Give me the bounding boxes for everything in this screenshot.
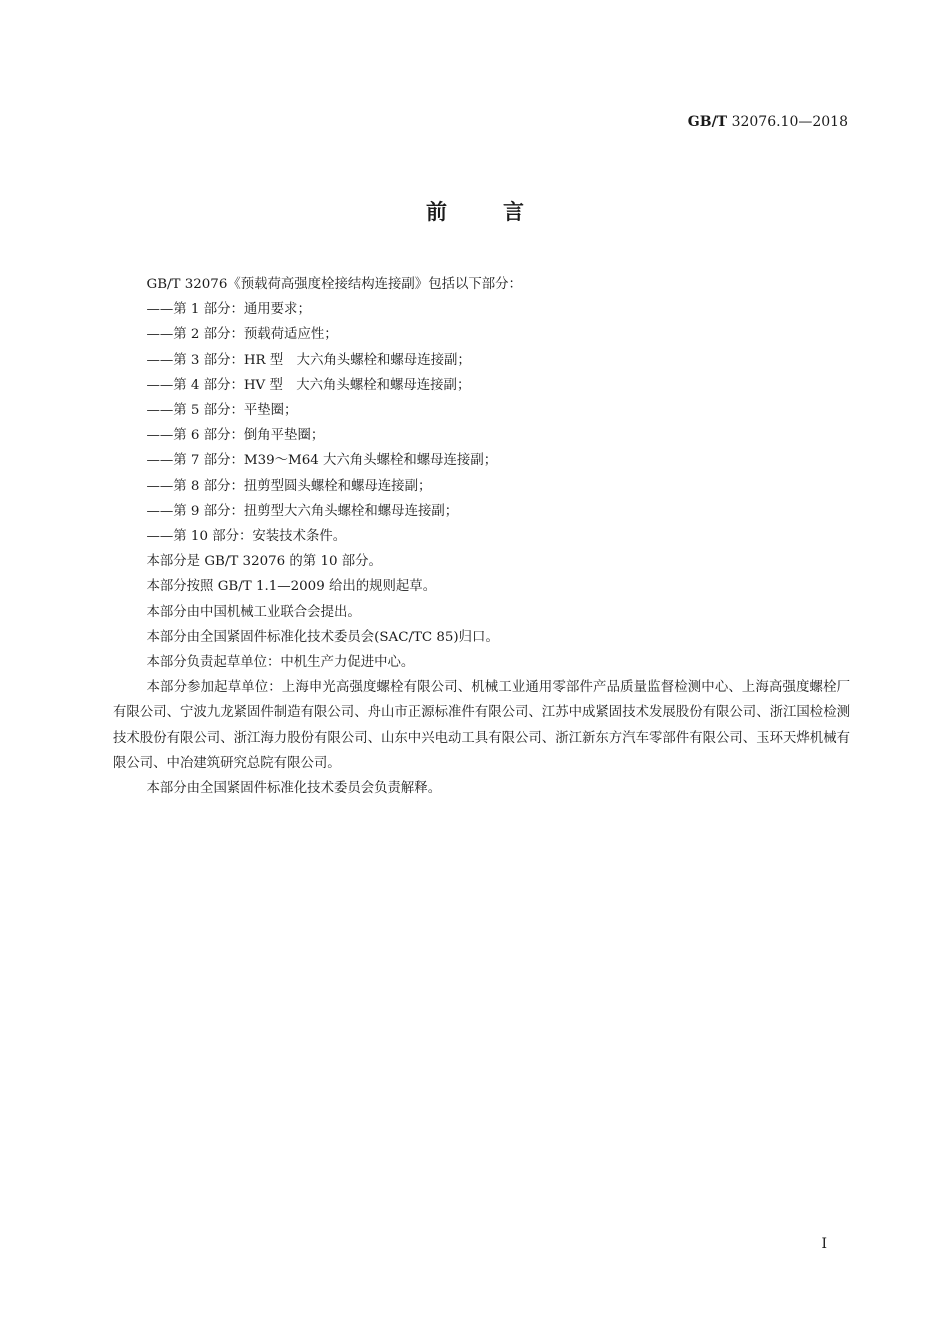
paragraph-interpretation: 本部分由全国紧固件标准化技术委员会负责解释。: [146, 781, 442, 797]
paragraph-lead-drafter: 本部分负责起草单位：中机生产力促进中心。: [146, 655, 415, 671]
document-body: [113, 272, 850, 801]
list-item-part-5: ——第 5 部分：平垫圈；: [146, 403, 298, 419]
paragraph-drafting-rules: 本部分按照 GB/T 1.1—2009 给出的规则起草。: [146, 579, 437, 595]
paragraph-proposed-by: 本部分由中国机械工业联合会提出。: [146, 604, 361, 620]
list-item-part-10: ——第 10 部分：安装技术条件。: [146, 529, 347, 545]
standard-number: 32076.10—2018: [731, 114, 848, 130]
paragraph-part-statement: 本部分是 GB/T 32076 的第 10 部分。: [146, 554, 382, 570]
list-item-part-7: ——第 7 部分：M39～M64 大六角头螺栓和螺母连接副；: [146, 453, 498, 469]
page-title: 前言: [426, 200, 580, 224]
list-item-part-2: ——第 2 部分：预载荷适应性；: [146, 327, 338, 343]
list-item-part-3: ——第 3 部分：HR 型 大六角头螺栓和螺母连接副；: [146, 352, 471, 368]
paragraph-intro: GB/T 32076《预载荷高强度栓接结构连接副》包括以下部分：: [146, 277, 522, 292]
list-item-part-8: ——第 8 部分：扭剪型圆头螺栓和螺母连接副；: [146, 478, 432, 494]
paragraph-participating-drafters: 本部分参加起草单位：上海申光高强度螺栓有限公司、机械工业通用零部件产品质量监督检测中心、上海高强度螺栓厂有限公司、宁波九龙紧固件制造有限公司、舟山市正源标准件有限公司、江苏中成紧固技术发展股份有限公司、浙江国检检测技术股份有限公司、浙江海力股份有限公司、山东中兴电动工具有限公司、浙江新东方汽车零部件有限公司、玉环天烨机械有限公司、中冶建筑研究总院有限公司。: [113, 680, 850, 771]
page-number: I: [821, 1236, 827, 1252]
list-item-part-4: ——第 4 部分：HV 型 大六角头螺栓和螺母连接副；: [146, 377, 471, 393]
paragraph-administered-by: 本部分由全国紧固件标准化技术委员会(SAC/TC 85)归口。: [146, 629, 499, 645]
list-item-part-6: ——第 6 部分：倒角平垫圈；: [146, 428, 325, 444]
standard-code: [688, 114, 848, 130]
list-item-part-9: ——第 9 部分：扭剪型大六角头螺栓和螺母连接副；: [146, 503, 459, 519]
list-item-part-1: ——第 1 部分：通用要求；: [146, 302, 311, 318]
standard-prefix: GB/T: [687, 114, 728, 130]
